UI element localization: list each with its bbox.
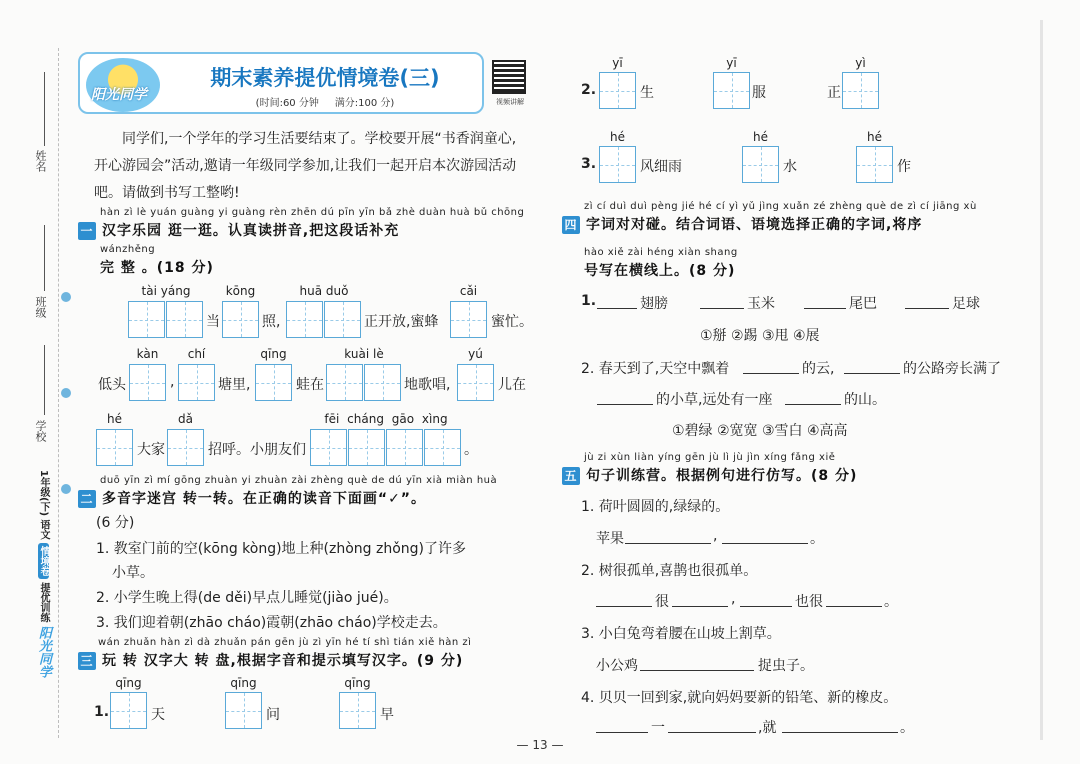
series-grade: 1年级(下) bbox=[38, 470, 49, 517]
writing-cell[interactable] bbox=[742, 146, 779, 183]
answer-blank[interactable] bbox=[625, 530, 711, 544]
qr-label: 视频讲解 bbox=[496, 98, 524, 106]
writing-cell[interactable] bbox=[856, 146, 893, 183]
s4-badge: 四 bbox=[562, 216, 580, 234]
series-spine bbox=[36, 470, 50, 678]
s3-badge: 三 bbox=[78, 652, 96, 670]
pinyin: yì bbox=[855, 56, 866, 70]
writing-cell[interactable] bbox=[167, 429, 204, 466]
writing-cell[interactable] bbox=[166, 301, 203, 338]
qr-code-icon[interactable] bbox=[492, 60, 526, 94]
s5-example-2: 2. 树很孤单,喜鹊也很孤单。 bbox=[581, 563, 758, 579]
school-line bbox=[44, 345, 45, 415]
series-tag: 情境卷 bbox=[38, 543, 49, 579]
answer-blank[interactable] bbox=[740, 593, 792, 607]
sentence-text: 也很 bbox=[795, 594, 823, 610]
answer-blank[interactable] bbox=[905, 295, 949, 309]
pinyin: fēi cháng gāo xìng bbox=[324, 412, 448, 426]
s5-example-4: 4. 贝贝一回到家,就向妈妈要新的铅笔、新的橡皮。 bbox=[581, 690, 898, 706]
sentence-text: 地歌唱, bbox=[404, 377, 451, 393]
sentence-text: 的公路旁长满了 bbox=[903, 361, 1001, 377]
s2-question-3: 3. 我们迎着朝(zhāo cháo)霞朝(zhāo cháo)学校走去。 bbox=[96, 615, 447, 631]
pinyin: cǎi bbox=[459, 284, 478, 298]
s1-badge: 一 bbox=[78, 222, 96, 240]
page-title: 期末素养提优情境卷(三) bbox=[210, 66, 440, 90]
sentence-text: 蛙在 bbox=[296, 377, 324, 393]
sentence-text: 蜜忙。 bbox=[491, 314, 533, 330]
writing-cell[interactable] bbox=[339, 692, 376, 729]
binding-line bbox=[58, 48, 59, 738]
sentence-text: ,就 bbox=[758, 720, 777, 736]
sentence-text: 的小草,远处有一座 bbox=[656, 392, 773, 408]
pinyin: kuài lè bbox=[344, 347, 384, 361]
item-number: 2. bbox=[581, 82, 597, 98]
writing-cell[interactable] bbox=[348, 429, 385, 466]
binding-hole bbox=[61, 388, 71, 398]
writing-cell[interactable] bbox=[255, 364, 292, 401]
sentence-text: 招呼。小朋友们 bbox=[208, 442, 306, 458]
sentence-text: 很 bbox=[655, 594, 669, 610]
sentence-text: 。 bbox=[884, 594, 898, 610]
pinyin: hé bbox=[753, 130, 768, 144]
word-text: 玉米 bbox=[747, 296, 775, 312]
answer-blank[interactable] bbox=[597, 391, 653, 405]
answer-blank[interactable] bbox=[597, 295, 637, 309]
sentence-text: 。 bbox=[900, 720, 914, 736]
s3-pinyin: wán zhuǎn hàn zì dà zhuǎn pán gēn jù zì yīn hé tí shì tián xiě hàn zì bbox=[98, 637, 472, 648]
binding-hole bbox=[61, 292, 71, 302]
s2-question-1: 1. 教室门前的空(kōng kòng)地上种(zhòng zhǒng)了许多 bbox=[96, 541, 467, 557]
pinyin: tài yáng bbox=[141, 284, 191, 298]
pinyin: kàn bbox=[136, 347, 159, 361]
answer-blank[interactable] bbox=[804, 295, 846, 309]
answer-blank[interactable] bbox=[700, 295, 744, 309]
s2-question-1-cont: 小草。 bbox=[112, 565, 154, 581]
word-text: 足球 bbox=[952, 296, 980, 312]
pinyin: kōng bbox=[225, 284, 256, 298]
pinyin: qīng bbox=[260, 347, 287, 361]
series-subject: 语文 bbox=[38, 519, 49, 540]
sentence-text: 的山。 bbox=[844, 392, 886, 408]
exam-info: (时间:60 分钟 满分:100 分) bbox=[255, 98, 395, 109]
pinyin: yī bbox=[726, 56, 737, 70]
writing-cell[interactable] bbox=[324, 301, 361, 338]
s1-pinyin: hàn zì lè yuán guàng yi guàng rèn zhēn dú pīn yīn bǎ zhè duàn huà bǔ chōng bbox=[100, 207, 525, 218]
answer-blank[interactable] bbox=[672, 593, 728, 607]
name-label: 姓名 bbox=[34, 150, 47, 172]
s2-heading: 二 多音字迷宫 转一转。在正确的读音下面画“✓”。 bbox=[78, 488, 426, 508]
hint-text: 问 bbox=[266, 707, 280, 723]
hint-text: 风细雨 bbox=[640, 159, 682, 175]
s4-question-2: 2. 春天到了,天空中飘着 bbox=[581, 361, 730, 377]
answer-blank[interactable] bbox=[785, 391, 841, 405]
options-text: ①碧绿 ②宽宽 ③雪白 ④高高 bbox=[672, 423, 848, 439]
hint-text: 生 bbox=[640, 85, 654, 101]
sentence-text: 。 bbox=[810, 531, 824, 547]
item-number: 1. bbox=[581, 293, 597, 309]
sentence-text: 当 bbox=[206, 314, 220, 330]
s5-badge: 五 bbox=[562, 467, 580, 485]
word-text: 翅膀 bbox=[640, 296, 668, 312]
s1-pinyin2: wánzhěng bbox=[100, 244, 156, 255]
item-number: 1. bbox=[94, 704, 110, 720]
hint-text: 作 bbox=[897, 159, 911, 175]
brand-logo: 阳光同学 bbox=[91, 87, 147, 103]
pinyin: huā duǒ bbox=[299, 284, 349, 298]
writing-cell[interactable] bbox=[222, 301, 259, 338]
pinyin: hé bbox=[867, 130, 882, 144]
writing-cell[interactable] bbox=[599, 72, 636, 109]
item-number: 3. bbox=[581, 156, 597, 172]
s5-pinyin: jù zi xùn liàn yíng gēn jù lì jù jìn xíng fǎng xiě bbox=[584, 452, 836, 463]
options-text: ①掰 ②踢 ③甩 ④展 bbox=[700, 328, 820, 344]
writing-cell[interactable] bbox=[129, 364, 166, 401]
sentence-text: , bbox=[713, 528, 718, 544]
sentence-text: 正开放,蜜蜂 bbox=[364, 314, 439, 330]
writing-cell[interactable] bbox=[110, 692, 147, 729]
pinyin: hé bbox=[610, 130, 625, 144]
page-edge bbox=[1040, 20, 1043, 740]
answer-blank[interactable] bbox=[844, 360, 900, 374]
pinyin: yú bbox=[468, 347, 483, 361]
pinyin: chí bbox=[187, 347, 206, 361]
series-brand: 阳光同学 bbox=[36, 626, 51, 679]
sentence-text: , bbox=[731, 591, 736, 607]
page-number: — 13 — bbox=[516, 738, 564, 752]
s4-heading2: 号写在横线上。(8 分) bbox=[584, 263, 736, 279]
writing-cell[interactable] bbox=[386, 429, 423, 466]
s2-pinyin: duō yīn zì mí gōng zhuàn yi zhuàn zài zhèng què de dú yīn xià miàn huà bbox=[100, 475, 498, 486]
writing-cell[interactable] bbox=[599, 146, 636, 183]
school-label: 学校 bbox=[34, 420, 47, 442]
s1-heading2: 完 整 。(18 分) bbox=[100, 260, 214, 276]
answer-blank[interactable] bbox=[640, 657, 754, 671]
hint-text: 早 bbox=[380, 707, 394, 723]
writing-cell[interactable] bbox=[96, 429, 133, 466]
binding-hole bbox=[61, 484, 71, 494]
s3-heading: 三 玩 转 汉字大 转 盘,根据字音和提示填写汉字。(9 分) bbox=[78, 650, 463, 670]
intro-paragraph: 同学们,一个学年的学习生活要结束了。学校要开展“书香润童心,开心游园会”活动,邀请一年级同学参加,让我们一起开启本次游园活动吧。请做到书写工整哟! bbox=[94, 131, 517, 201]
pinyin: yī bbox=[612, 56, 623, 70]
writing-cell[interactable] bbox=[128, 301, 165, 338]
answer-blank[interactable] bbox=[596, 593, 652, 607]
s5-example-1: 1. 荷叶圆圆的,绿绿的。 bbox=[581, 499, 730, 515]
answer-blank[interactable] bbox=[596, 719, 648, 733]
pinyin: dǎ bbox=[178, 412, 193, 426]
s2-question-2: 2. 小学生晚上得(de děi)早点儿睡觉(jiào jué)。 bbox=[96, 590, 398, 606]
s4-heading: 四 字词对对碰。结合词语、语境选择正确的字词,将序 bbox=[562, 214, 922, 234]
sentence-text: , bbox=[170, 374, 175, 390]
sentence-text: 大家 bbox=[137, 442, 165, 458]
title-banner bbox=[78, 52, 484, 114]
answer-blank[interactable] bbox=[826, 593, 882, 607]
writing-cell[interactable] bbox=[424, 429, 461, 466]
hint-text: 水 bbox=[783, 159, 797, 175]
answer-blank[interactable] bbox=[743, 360, 799, 374]
s1-heading: 一 汉字乐园 逛一逛。认真读拼音,把这段话补充 bbox=[78, 220, 399, 240]
hint-text: 服 bbox=[752, 85, 766, 101]
writing-cell[interactable] bbox=[450, 301, 487, 338]
answer-blank[interactable] bbox=[668, 719, 756, 733]
s4-pinyin2: hào xiě zài héng xiàn shang bbox=[584, 247, 738, 258]
writing-cell[interactable] bbox=[225, 692, 262, 729]
sentence-text: 一 bbox=[651, 720, 665, 736]
sentence-text: 。 bbox=[464, 442, 478, 458]
class-line bbox=[44, 225, 45, 291]
name-line bbox=[44, 72, 45, 146]
answer-blank[interactable] bbox=[722, 530, 808, 544]
answer-blank[interactable] bbox=[782, 719, 898, 733]
sentence-text: 小公鸡 bbox=[596, 658, 638, 674]
writing-cell[interactable] bbox=[713, 72, 750, 109]
sentence-text: 捉虫子。 bbox=[758, 658, 814, 674]
writing-cell[interactable] bbox=[286, 301, 323, 338]
pinyin: qīng bbox=[115, 676, 142, 690]
sentence-text: 低头 bbox=[98, 377, 126, 393]
writing-cell[interactable] bbox=[364, 364, 401, 401]
pinyin: hé bbox=[107, 412, 122, 426]
word-text: 尾巴 bbox=[849, 296, 877, 312]
sentence-text: 儿在 bbox=[498, 377, 526, 393]
writing-cell[interactable] bbox=[178, 364, 215, 401]
s2-score: (6 分) bbox=[96, 515, 135, 531]
hint-text: 正 bbox=[827, 85, 841, 101]
sentence-text: 照, bbox=[262, 314, 281, 330]
writing-cell[interactable] bbox=[326, 364, 363, 401]
hint-text: 天 bbox=[151, 707, 165, 723]
sentence-text: 苹果 bbox=[596, 531, 624, 547]
writing-cell[interactable] bbox=[842, 72, 879, 109]
pinyin: qīng bbox=[230, 676, 257, 690]
s5-heading: 五 句子训练营。根据例句进行仿写。(8 分) bbox=[562, 465, 857, 485]
writing-cell[interactable] bbox=[457, 364, 494, 401]
sentence-text: 塘里, bbox=[218, 377, 251, 393]
class-label: 班级 bbox=[34, 296, 47, 318]
s4-pinyin: zì cí duì duì pèng jié hé cí yì yǔ jìng xuǎn zé zhèng què de zì cí jiāng xù bbox=[584, 201, 977, 212]
sentence-text: 的云, bbox=[802, 361, 835, 377]
pinyin: qīng bbox=[344, 676, 371, 690]
writing-cell[interactable] bbox=[310, 429, 347, 466]
s2-badge: 二 bbox=[78, 490, 96, 508]
series-name: 提优训练 bbox=[38, 582, 49, 623]
s5-example-3: 3. 小白兔弯着腰在山坡上割草。 bbox=[581, 626, 781, 642]
